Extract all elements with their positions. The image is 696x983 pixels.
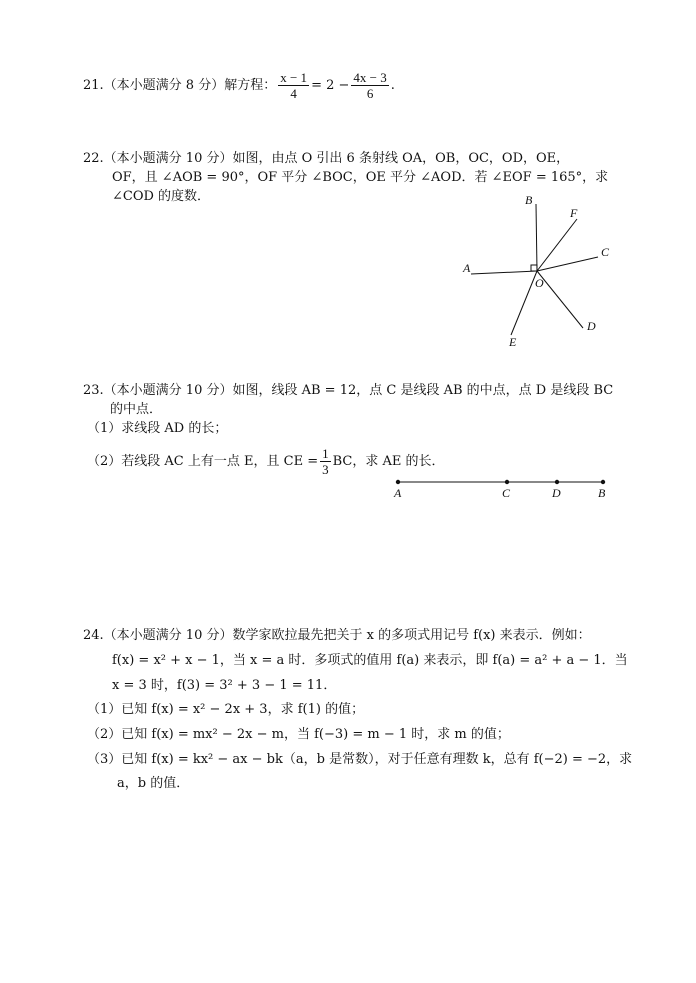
q24-line-3: x = 3 时，f(3) = 3² + 3 − 1 = 11． — [112, 678, 337, 693]
point-d — [555, 480, 559, 484]
q21-mid: = 2 − — [311, 78, 350, 93]
seg-label-c: C — [502, 486, 511, 500]
label-c: C — [601, 245, 610, 259]
q21-end: . — [390, 78, 395, 93]
q22-line-2: OF，且 ∠AOB = 90°，OF 平分 ∠BOC，OE 平分 ∠AOD．若 ∠EOF = 165°，求 — [112, 170, 609, 185]
label-d: D — [587, 319, 596, 333]
q21-fraction-2: $\frac{4x - 3}{6}$ — [353, 70, 387, 101]
seg-label-a: A — [394, 486, 402, 500]
q21-fraction-1: $\frac{x - 1}{4}$ — [280, 70, 308, 101]
point-c — [505, 480, 509, 484]
point-a — [396, 480, 400, 484]
seg-label-b: B — [598, 486, 606, 500]
q22-line-3: ∠COD 的度数． — [112, 189, 211, 204]
q23-line-2: 的中点． — [110, 402, 163, 417]
label-o: O — [535, 276, 544, 290]
point-b — [601, 480, 605, 484]
q23-line-1: 23.（本小题满分 10 分）如图，线段 AB = 12，点 C 是线段 AB 的中点，点 D 是线段 BC — [83, 383, 614, 398]
q24-line-1: 24.（本小题满分 10 分）数学家欧拉最先把关于 x 的多项式用记号 f(x) 来表示．例如： — [83, 628, 591, 643]
label-b: B — [525, 193, 533, 207]
q24-sub-3b: a，b 的值． — [117, 776, 190, 791]
q23-sub-1: （1）求线段 AD 的长； — [87, 421, 228, 436]
q21-prefix: 21.（本小题满分 8 分）解方程： — [83, 78, 277, 93]
q23-fraction: $\frac{1}{3}$ — [322, 446, 329, 477]
q24-sub-2: （2）已知 f(x) = mx² − 2x − m，当 f(−3) = m − 1 时，求 m 的值； — [87, 727, 510, 742]
q24-sub-1: （1）已知 f(x) = x² − 2x + 3，求 f(1) 的值； — [87, 702, 365, 717]
seg-label-d: D — [552, 486, 561, 500]
q24-sub-3: （3）已知 f(x) = kx² − ax − bk（a，b 是常数），对于任意有理数 k，总有 f(−2) = −2，求 — [87, 752, 633, 767]
label-e: E — [509, 335, 517, 349]
label-f: F — [570, 206, 578, 220]
label-a: A — [463, 261, 471, 275]
q24-line-2: f(x) = x² + x − 1，当 x = a 时．多项式的值用 f(a) 来表示，即 f(a) = a² + a − 1．当 — [112, 653, 628, 668]
q22-line-1: 22.（本小题满分 10 分）如图，由点 O 引出 6 条射线 OA，OB，OC，OD，OE， — [83, 151, 570, 166]
q23-sub-2: （2）若线段 AC 上有一点 E，且 CE = $\frac{1}{3}$ BC，求 AE 的长． — [87, 446, 445, 477]
